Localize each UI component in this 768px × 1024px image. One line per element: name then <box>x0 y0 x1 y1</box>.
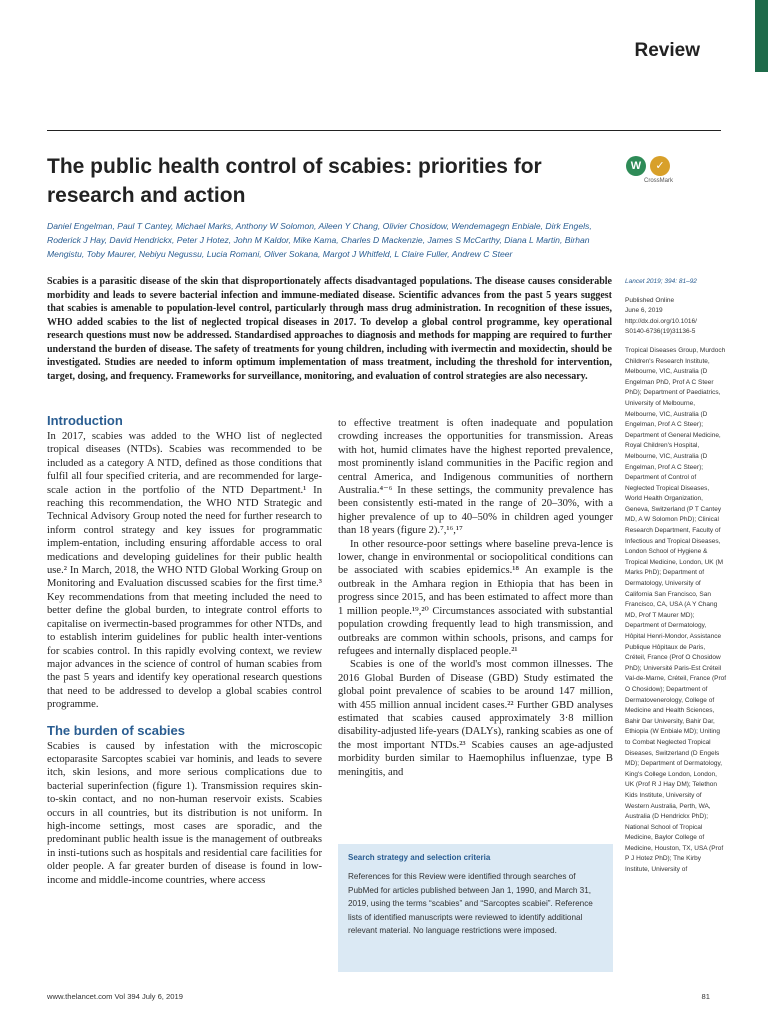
doi-link[interactable]: http://dx.doi.org/10.1016/ <box>625 317 697 325</box>
panel-heading: Search strategy and selection criteria <box>348 853 491 862</box>
article-badges <box>626 156 676 190</box>
introduction-heading: Introduction <box>47 413 123 428</box>
burden-heading: The burden of scabies <box>47 722 185 738</box>
footer-journal[interactable]: www.thelancet.com Vol 394 July 6, 2019 <box>47 992 183 1001</box>
published-online-label: Published Online <box>625 296 675 304</box>
section-color-bar <box>755 0 768 72</box>
body-paragraph: to effective treatment is often inadequate and population crowding increases the opportunities for transmission. Areas with hot, humid climates have the highest reported prevalence, most prominently island communities in the Pacific region and central America, and Indigenous communities of northern Australia.⁴⁻⁶ In these settings, the community prevalence has been consistently esti-mated in the range of 20–30%, with a higher prevalence of up to 40–50% in children aged younger than 18 years (figure 2).⁷,¹⁶,¹⁷ <box>338 418 613 537</box>
section-label: Review <box>634 40 700 61</box>
text-column-left <box>47 413 322 887</box>
abstract: Scabies is a parasitic disease of the skin that disproportionately affects disadvantaged populations. The disease causes considerable morbidity and leads to severe bacterial infection and immune-mediated disease. Scientific advances from the past 5 years suggest that scabies is amenable to population-level control, particularly through mass drug administration. In recognition of these issues, WHO added scabies to the list of neglected tropical diseases in 2017. To develop a global control programme, key operational research questions must now be addressed. Standardised approaches to diagnosis and methods for mapping are required to further understand the burden of disease. The safety of treatments for young children, including with ivermectin and moxidectin, should be investigated. Studies are needed to inform optimum implementation of mass treatment, including the threshold for intervention, target, dosing, and frequency. Frameworks for surveillance, monitoring, and evaluation of control strategies are also necessary. <box>47 276 612 382</box>
author-affiliations: Tropical Diseases Group, Murdoch Children's Research Institute, Melbourne, VIC, Australia (D Engelman PhD, Prof A C Steer PhD); Department of Paediatrics, University of Melbourne, Melbourne, VIC, Australia (D Engelman, Prof A C Steer); Department of General Medicine, Royal Children's Hospital, Melbourne, VIC, Australia (D Engelman, Prof A C Steer); Department of Control of Neglected Tropical Diseases, World Health Organization, Geneva, Switzerland (P T Cantey MD, A W Solomon PhD); Clinical Research Department, Faculty of Infectious and Tropical Diseases, London School of Hygiene & Tropical Medicine, London, UK (M Marks PhD); Department of Dermatology, University of California San Francisco, San Francisco, CA, USA (A Y Chang MD, Prof T Maurer MD); Department of Dermatology, Hôpital Henri-Mondor, Assistance Publique Hôpitaux de Paris, Créteil, France (Prof O Chosidow PhD); Université Paris-Est Créteil Val-de-Marne, Créteil, France (Prof O Chosidow); Department of Dermatovenerology, College of Medicine and Health Sciences, Bahir Dar University, Bahir Dar, Ethiopia (W Enbiale MD); Uniting to Combat Neglected Tropical Diseases, Switzerland (D Engels MD); Department of Dermatology, King's College London, London, UK (Prof R J Hay DM); Telethon Kids Institute, University of Western Australia, Perth, WA, Australia (D Hendrickx PhD); National School of Tropical Medicine, Baylor College of Medicine, Houston, TX, USA (Prof P J Hotez PhD); The Kirby Institute, University of <box>625 346 727 874</box>
panel-body: References for this Review were identified through searches of PubMed for articles published between Jan 1, 1990, and March 31, 2019, using the terms “scabies” and “Sarcoptes scabiei”. Reference lists of identified manuscripts were reviewed to identify additional relevant material. No language restrictions were imposed. <box>348 872 593 935</box>
burden-paragraph: Scabies is caused by infestation with the microscopic ectoparasite Sarcoptes scabiei var hominis, and leads to severe itch, skin lesions, and more serious complications due to bacterial superinfection (figure 1). Transmission requires skin-to-skin contact, and no non-human reservoir exists. Scabies occurs in all countries, but its distribution is not uniform. In high-income settings, most cases are sporadic, and the predominant public health issue is the management of outbreaks in insti-tutions such as hospitals and residential care facilities for older people. A far greater burden of disease is found in low-income and middle-income countries, where access <box>47 740 322 886</box>
open-access-icon[interactable]: W <box>626 156 646 176</box>
text-column-right <box>338 417 613 779</box>
published-date: June 6, 2019 <box>625 307 663 315</box>
search-strategy-panel <box>338 844 613 972</box>
crossmark-icon[interactable]: ✓ <box>650 156 670 176</box>
header-rule <box>47 130 721 131</box>
body-paragraph: Scabies is one of the world's most common illnesses. The 2016 Global Burden of Disease (GBD) Study estimated the global point prevalence of scabies to be around 147 million, with 455 million annual incident cases.²² Further GBD analyses estimated that scabies caused approximately 3·8 million disability-adjusted life-years (DALYs), ranking scabies as one of the most important NTDs.²³ Scabies causes an age-adjusted morbidity burden similar to Haemophilus influenzae, type B meningitis, and <box>338 659 613 778</box>
body-paragraph: In other resource-poor settings where baseline preva-lence is lower, change in environmental or sociopolitical conditions can be associated with scabies epidemics.¹⁸ An example is the outbreak in the Amhara region in Ethiopia that has been in progress since 2015, and has been estimated to affect more than 1 million people.¹⁹,²⁰ Circumstances associated with substantial population crowding frequently lead to high transmission, and outbreaks are common within schools, prisons, and camps for refugees and internally displaced people.²¹ <box>338 538 613 657</box>
article-title: The public health control of scabies: priorities for research and action <box>47 155 542 207</box>
author-list: Daniel Engelman, Paul T Cantey, Michael Marks, Anthony W Solomon, Aileen Y Chang, Olivier Chosidow, Wendemagegn Enbiale, Dirk Engels, Roderick J Hay, David Hendrickx, Peter J Hotez, John M Kaldor, Mike Kama, Charles D Mackenzie, James S McCarthy, Diana L Martin, Birhan Mengistu, Toby Maurer, Nebiyu Negussu, Lucia Romani, Oliver Sokana, Margot J Whitfeld, L Claire Fuller, Andrew C Steer <box>47 221 592 259</box>
introduction-paragraph: In 2017, scabies was added to the WHO list of neglected tropical diseases (NTDs). Scabies was recommended to be included as a category A NTD, defined as those conditions that fulfil all four specified criteria, and are recommended for large-scale action in the portfolio of the NTD Department.¹ In reaching this recommendation, the WHO NTD Strategic and Technical Advisory Group noted the need for further research to inform control strategy and key issues for programmatic implem-entation, including ensuring affordable access to oral medications and developing guidelines for their public health use.² In March, 2018, the WHO NTD Global Working Group on Monitoring and Evaluation discussed scabies for the first time.³ Key recommendations from that meeting included the need to better define the global burden, to integrate control efforts to capitalise on ivermectin-based programmes for other NTDs, and to establish interim guidelines for public health inter-ventions for scabies control. In this rapidly evolving context, we review major advances in the science of control of human scabies from the past 5 years and identify key operational research questions that need to be addressed to develop a global scabies control programme. <box>47 431 322 711</box>
doi-link-continued[interactable]: S0140-6736(19)31136-5 <box>625 328 696 336</box>
sidebar <box>625 277 727 876</box>
crossmark-caption: CrossMark <box>644 178 674 184</box>
page-number: 81 <box>701 992 710 1001</box>
citation: Lancet 2019; 394: 81–92 <box>625 278 697 285</box>
publication-info <box>625 296 727 338</box>
